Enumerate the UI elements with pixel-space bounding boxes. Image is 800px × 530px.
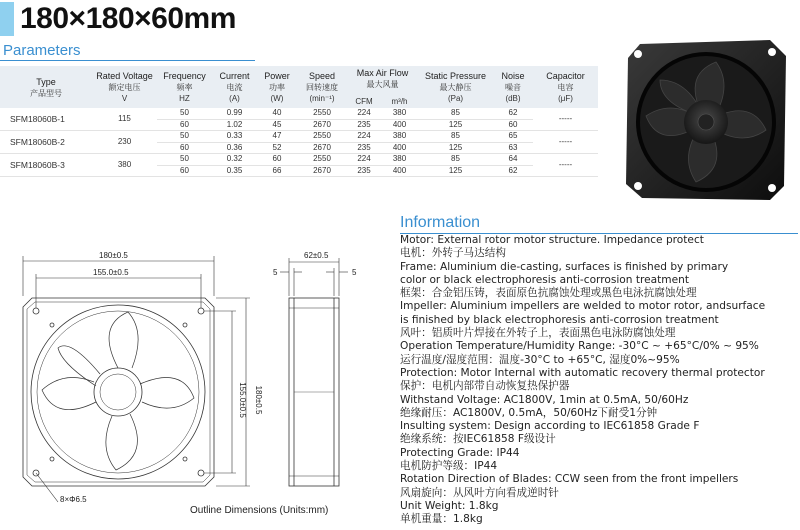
table-body	[0, 108, 598, 177]
header-airflow-cn: 最大风量	[366, 80, 399, 90]
info-line: color or black electrophoresis anti-corrosion treatment	[400, 273, 689, 286]
page-title: 180×180×60mm	[20, 2, 236, 35]
header-speed: Speed	[308, 71, 336, 81]
cell-pressure: 85	[418, 131, 493, 143]
info-line: Rotation Direction of Blades: CCW seen from the front impellers	[400, 473, 739, 486]
cell-noise: 62	[493, 108, 533, 119]
title-accent-bar	[0, 2, 14, 36]
cell-pressure: 125	[418, 165, 493, 177]
hole-note: 8×Φ6.5	[60, 495, 87, 504]
cell-speed: 2550	[297, 131, 347, 143]
cell-speed: 2670	[297, 119, 347, 131]
cell-type: SFM18060B-2	[0, 131, 92, 154]
info-line: 风叶：铝质叶片焊接在外转子上，表面黑色电泳防腐蚀处理	[400, 327, 676, 340]
cell-pressure: 85	[418, 108, 493, 119]
dim-5-left: 5	[273, 268, 278, 277]
info-line: 保护：电机内部带自动恢复热保护器	[400, 380, 570, 393]
info-line: Withstand Voltage: AC1800V, 1min at 0.5mA, 50/60Hz	[400, 393, 689, 406]
cell-airflow-m3h: 400	[381, 142, 418, 154]
cell-capacitor: -----	[533, 108, 598, 131]
cell-noise: 64	[493, 154, 533, 166]
information-heading: Information	[400, 214, 481, 231]
info-line: Frame: Aluminium die-casting, surfaces is finished by primary	[400, 260, 729, 273]
cell-airflow-cfm: 224	[347, 131, 381, 143]
info-line: 运行温度/湿度范围：温度-30°C to +65°C, 湿度0%~95%	[400, 353, 680, 366]
side-view	[289, 298, 339, 486]
header-noise-unit: (dB)	[505, 94, 521, 103]
cell-frequency: 50	[157, 154, 212, 166]
dim-155: 155.0±0.5	[93, 268, 129, 277]
header-voltage-cn: 额定电压	[108, 83, 141, 92]
header-airflow: Max Air Flow	[356, 68, 409, 79]
cell-airflow-m3h: 400	[381, 119, 418, 131]
cell-speed: 2550	[297, 154, 347, 166]
info-line: Insulting system: Design according to IEC61858 Grade F	[400, 420, 700, 433]
fan-product-photo	[620, 36, 790, 202]
table-row	[0, 108, 598, 119]
cell-pressure: 125	[418, 119, 493, 131]
cell-power: 40	[257, 108, 297, 119]
info-line: is finished by black electrophoresis anti-corrosion treatment	[400, 313, 719, 326]
cell-power: 66	[257, 165, 297, 177]
cell-speed: 2670	[297, 165, 347, 177]
info-line: 单机重量：1.8kg	[400, 513, 483, 526]
cell-power: 47	[257, 131, 297, 143]
header-power-unit: (W)	[270, 94, 284, 103]
info-line: Protecting Grade: IP44	[400, 446, 520, 459]
dim-62: 62±0.5	[304, 251, 329, 260]
cell-frequency: 60	[157, 165, 212, 177]
parameters-divider	[0, 60, 255, 61]
front-dimension-lines	[23, 256, 250, 502]
header-type-cn: 产品型号	[30, 88, 62, 98]
cell-power: 60	[257, 154, 297, 166]
cell-current: 0.99	[212, 108, 257, 119]
cell-speed: 2670	[297, 142, 347, 154]
info-line: Impeller: Aluminium impellers are welded to motor rotor, andsurface	[400, 300, 766, 313]
cell-power: 45	[257, 119, 297, 131]
cell-pressure: 125	[418, 142, 493, 154]
cell-current: 1.02	[212, 119, 257, 131]
header-pressure: Static Pressure	[424, 71, 487, 81]
parameters-table	[0, 66, 598, 177]
cell-noise: 60	[493, 119, 533, 131]
cell-type: SFM18060B-3	[0, 154, 92, 177]
cell-capacitor: -----	[533, 154, 598, 177]
header-voltage: Rated Voltage	[96, 71, 153, 81]
cell-voltage: 380	[92, 154, 157, 177]
cell-airflow-m3h: 380	[381, 108, 418, 119]
header-power-cn: 功率	[269, 83, 285, 92]
header-frequency: Frequency	[163, 71, 206, 81]
side-dimension-lines	[280, 258, 348, 296]
drawing-caption: Outline Dimensions (Units:mm)	[190, 505, 329, 516]
cell-voltage: 230	[92, 131, 157, 154]
cell-speed: 2550	[297, 108, 347, 119]
cell-airflow-cfm: 224	[347, 154, 381, 166]
header-capacitor-unit: (μF)	[558, 94, 573, 103]
cell-noise: 65	[493, 131, 533, 143]
header-voltage-unit: V	[121, 94, 128, 103]
cell-frequency: 60	[157, 142, 212, 154]
table-row	[0, 154, 598, 166]
dim-5-right: 5	[352, 268, 357, 277]
cell-current: 0.32	[212, 154, 257, 166]
header-frequency-unit: HZ	[179, 94, 190, 103]
outline-drawing	[0, 240, 400, 530]
information-text	[400, 234, 800, 527]
header-current: Current	[219, 71, 250, 81]
cell-airflow-m3h: 380	[381, 131, 418, 143]
header-current-cn: 电流	[226, 83, 243, 92]
info-line: Unit Weight: 1.8kg	[400, 499, 499, 512]
cell-frequency: 60	[157, 119, 212, 131]
info-line: 框架：合金铝压铸，表面原色抗腐蚀处理或黑色电泳抗腐蚀处理	[400, 287, 697, 300]
header-current-unit: (A)	[229, 94, 240, 103]
info-line: 电机：外转子马达结构	[400, 247, 506, 260]
cell-airflow-m3h: 380	[381, 154, 418, 166]
front-view	[23, 298, 214, 486]
cell-voltage: 115	[92, 108, 157, 131]
header-capacitor: Capacitor	[546, 71, 585, 81]
header-airflow-m3h: m³/h	[391, 97, 408, 107]
cell-airflow-m3h: 400	[381, 165, 418, 177]
cell-capacitor: -----	[533, 131, 598, 154]
cell-current: 0.33	[212, 131, 257, 143]
dim-155-vertical: 155.0±0.5	[238, 382, 247, 418]
cell-frequency: 50	[157, 131, 212, 143]
cell-type: SFM18060B-1	[0, 108, 92, 131]
cell-pressure: 85	[418, 154, 493, 166]
table-row	[0, 131, 598, 143]
header-speed-unit: (min⁻¹)	[309, 94, 335, 103]
cell-noise: 63	[493, 142, 533, 154]
cell-current: 0.36	[212, 142, 257, 154]
cell-airflow-cfm: 235	[347, 142, 381, 154]
cell-airflow-cfm: 235	[347, 119, 381, 131]
info-line: Operation Temperature/Humidity Range: -30°C ~ +65°C/0% ~ 95%	[400, 340, 759, 353]
header-power: Power	[264, 71, 290, 81]
header-airflow-cfm: CFM	[355, 97, 373, 107]
cell-power: 52	[257, 142, 297, 154]
info-line: 风扇旋向：从风叶方向看成逆时针	[400, 486, 559, 499]
cell-frequency: 50	[157, 108, 212, 119]
cell-current: 0.35	[212, 165, 257, 177]
info-line: 绝缘耐压：AC1800V, 0.5mA，50/60Hz下耐受1分钟	[400, 406, 658, 419]
parameters-heading: Parameters	[3, 42, 81, 59]
dim-180: 180±0.5	[99, 251, 128, 260]
info-line: 电机防护等级：IP44	[400, 460, 498, 473]
header-pressure-unit: (Pa)	[447, 94, 464, 103]
cell-airflow-cfm: 224	[347, 108, 381, 119]
info-line: Protection: Motor Internal with automatic recovery thermal protector	[400, 366, 765, 379]
cell-noise: 62	[493, 165, 533, 177]
header-noise: Noise	[501, 71, 525, 81]
header-pressure-cn: 最大静压	[439, 83, 472, 92]
dim-180-vertical: 180±0.5	[254, 385, 263, 415]
info-line: 绝缘系统：按IEC61858 F级设计	[400, 433, 556, 446]
header-capacitor-cn: 电容	[557, 83, 574, 92]
table-header-row	[0, 66, 598, 92]
header-speed-cn: 回转速度	[306, 83, 338, 92]
header-frequency-cn: 频率	[176, 83, 193, 92]
cell-airflow-cfm: 235	[347, 165, 381, 177]
info-line: Motor: External rotor motor structure. Impedance protect	[400, 234, 704, 246]
header-type: Type	[36, 76, 56, 87]
header-noise-cn: 噪音	[505, 83, 521, 92]
